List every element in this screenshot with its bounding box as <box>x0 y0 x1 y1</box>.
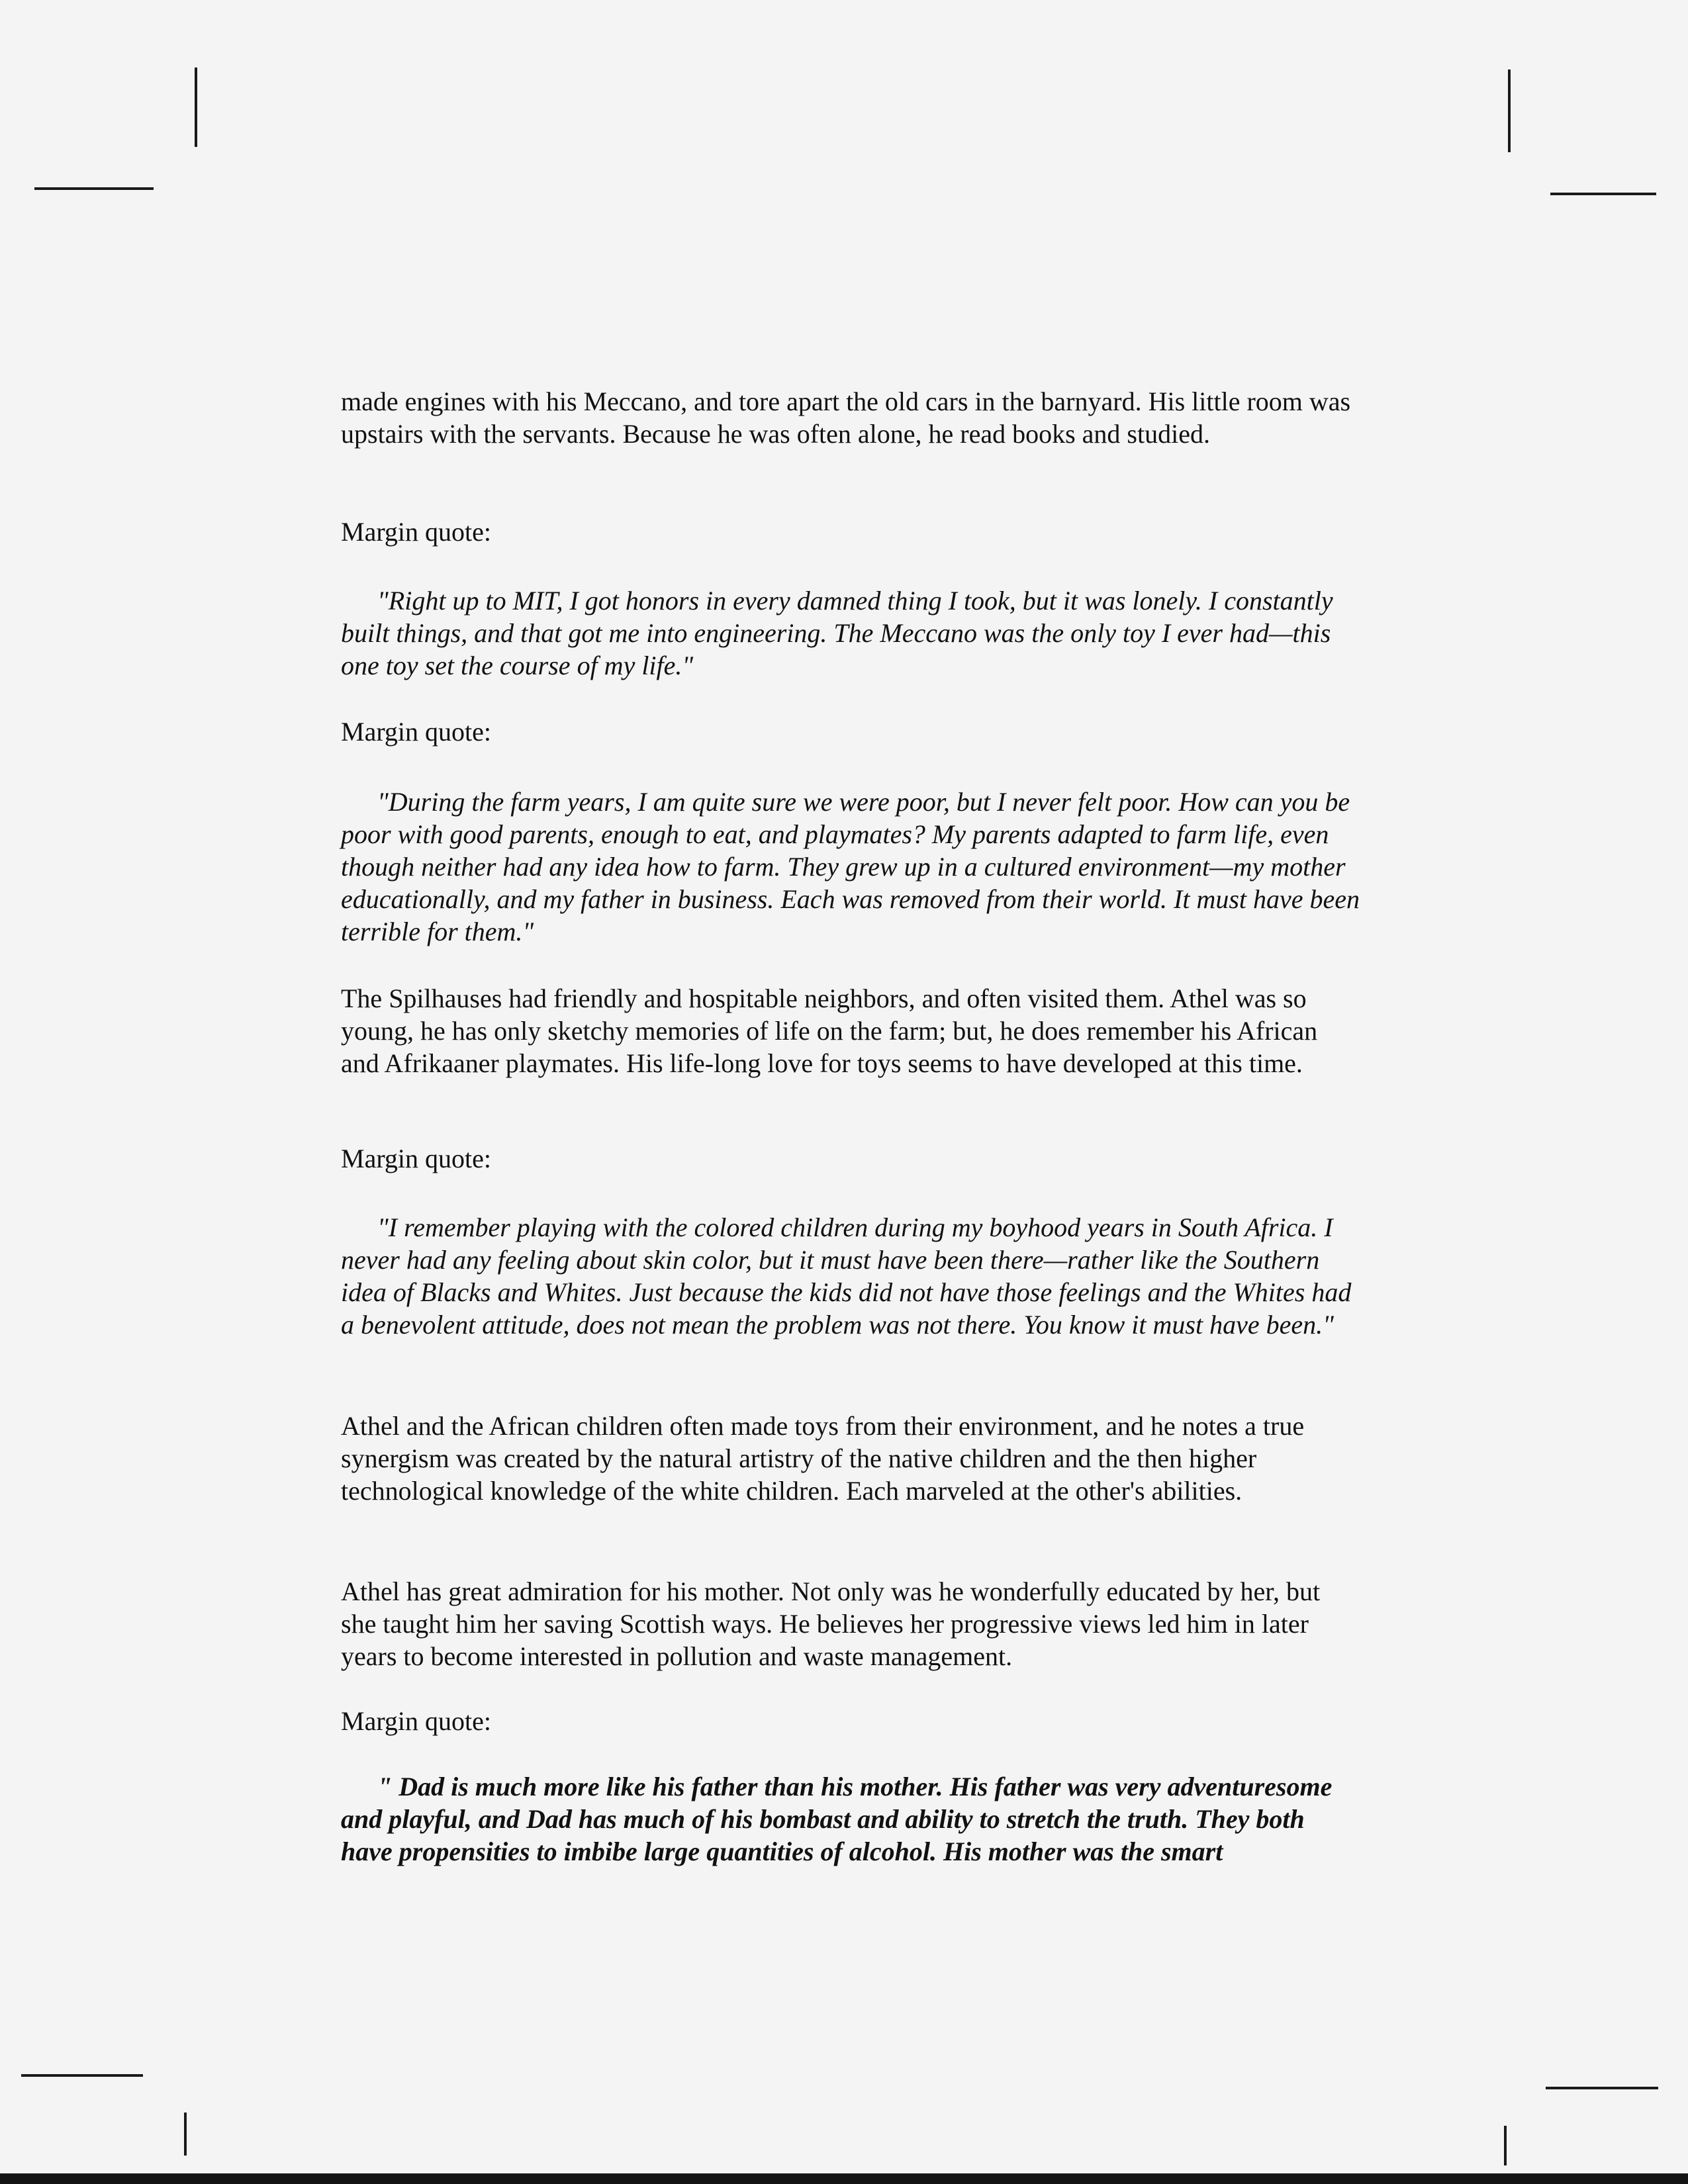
margin-quote: " Dad is much more like his father than his mother. His father was very adventuresome and playful, and Dad has much of his bombast and ability to stretch the truth. They both have propensities to imbibe large quantities of alcohol. His mother was the smart <box>341 1772 1333 1866</box>
body-paragraph: made engines with his Meccano, and tore apart the old cars in the barnyard. His little room was upstairs with the servants. Because he was often alone, he read books and studied. <box>341 387 1351 449</box>
margin-quote-label: Margin quote: <box>341 1706 492 1736</box>
crop-mark-top-left-horizontal <box>34 187 154 190</box>
crop-mark-top-left-vertical <box>195 68 197 147</box>
margin-quote: "During the farm years, I am quite sure we were poor, but I never felt poor. How can you be poor with good parents, enough to eat, and playmates? My parents adapted to farm life, even though neither had any idea how to farm. They grew up in a cultured environment—my mother educationally, and my father in business. Each was removed from their world. It must have been terrible for them." <box>341 787 1360 946</box>
crop-mark-bottom-left-vertical <box>184 2113 187 2156</box>
margin-quote: "I remember playing with the colored children during my boyhood years in South Africa. I never had any feeling about skin color, but it must have been there—rather like the Southern idea of Blacks and Whites. Just because the kids did not have those feelings and the Whites had a benevolent attitude, does not mean the problem was not there. You know it must have been." <box>341 1212 1352 1340</box>
margin-quote-label: Margin quote: <box>341 517 492 547</box>
body-paragraph: Athel and the African children often made toys from their environment, and he notes a true synergism was created by the natural artistry of the native children and the then higher technological knowledge of the white children. Each marveled at the other's abilities. <box>341 1411 1305 1506</box>
margin-quote: "Right up to MIT, I got honors in every damned thing I took, but it was lonely. I constantly built things, and that got me into engineering. The Meccano was the only toy I ever had—this one toy set the course of my life." <box>341 586 1333 680</box>
crop-mark-bottom-right-horizontal <box>1546 2087 1658 2089</box>
crop-mark-top-right-vertical <box>1508 69 1511 152</box>
crop-mark-bottom-right-vertical <box>1504 2126 1507 2165</box>
margin-quote-label: Margin quote: <box>341 717 492 747</box>
body-paragraph: The Spilhauses had friendly and hospitable neighbors, and often visited them. Athel was so young, he has only sketchy memories of life on the farm; but, he does remember his African and Afrikaaner playmates. His life-long love for toys seems to have developed at this time. <box>341 983 1318 1078</box>
margin-quote-label: Margin quote: <box>341 1144 492 1173</box>
body-paragraph: Athel has great admiration for his mother. Not only was he wonderfully educated by her, but she taught him her saving Scottish ways. He believes her progressive views led him in later years to become interested in pollution and waste management. <box>341 1576 1321 1671</box>
crop-mark-bottom-left-horizontal <box>21 2074 143 2077</box>
scan-bottom-edge <box>0 2173 1688 2184</box>
crop-mark-top-right-horizontal <box>1550 193 1656 195</box>
